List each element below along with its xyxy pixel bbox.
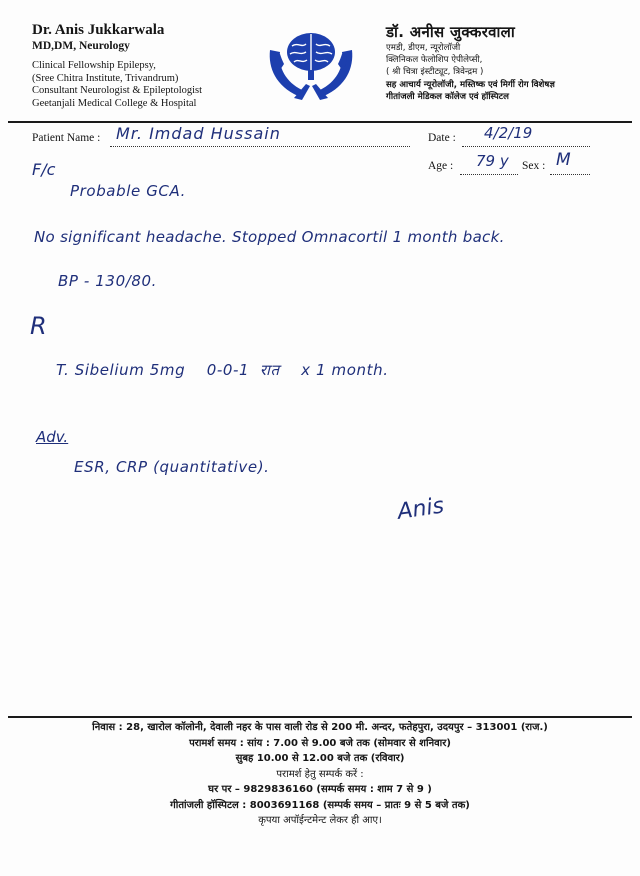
qualification-line: Consultant Neurologist & Epileptologist [32,85,203,96]
doctor-name-hindi: डॉ. अनीस जुक्करवाला [386,23,516,41]
qualification-line: Geetanjali Medical College & Hospital [32,97,197,109]
hindi-line: एमडी, डीएम, न्यूरोलॉजी [386,43,461,53]
hindi-line: क्लिनिकल फेलोशिप ऐपीलेप्सी, [386,55,483,66]
age-line [460,174,518,175]
footer-timing-sunday: सुबह 10.00 से 12.00 बजे तक (रविवार) [235,753,405,764]
sex-label: Sex : [522,160,546,172]
footer-divider [8,716,632,718]
advice-label: Adv. [36,428,69,446]
footer-address: निवास : 28, खारोल कॉलोनी, देवाली नहर के पास वाली रोड से 200 मी. अन्दर, फतेहपुरा, उदयपुर – 313001 (राज.) [92,722,548,733]
footer-appointment-note: कृपया अपॉईन्टमेन्ट लेकर ही आए। [258,815,382,826]
advice-note: ESR, CRP (quantitative). [74,458,270,476]
footer-contact-heading: परामर्श हेतु सम्पर्क करें : [276,768,364,780]
footer-timing: परामर्श समय : सांय : 7.00 से 9.00 बजे तक (सोमवार से शनिवार) [189,737,451,749]
follow-up-note: F/c [32,160,56,179]
doctor-info-english [32,22,262,110]
qualification-line: (Sree Chitra Institute, Trivandrum) [32,72,179,84]
header-divider [8,121,632,123]
bp-note: BP - 130/80. [58,272,158,290]
patient-name-line [110,146,410,147]
patient-name-value: Mr. Imdad Hussain [116,124,281,143]
doctor-degrees: MD,DM, Neurology [32,40,130,52]
doctor-signature: Anis [396,493,446,525]
doctor-name: Dr. Anis Jukkarwala [32,22,165,38]
hindi-line: गीतांजली मेडिकल कॉलेज एवं हॉस्पिटल [386,91,509,102]
brain-hands-logo [266,20,356,102]
age-value: 79 y [476,152,509,170]
hindi-line: सह आचार्य न्यूरोलॉजी, मस्तिष्क एवं मिर्गी रोग विशेषज्ञ [386,79,555,90]
date-label: Date : [428,132,456,144]
hindi-line: ( श्री चित्रा इंस्टीट्यूट, त्रिवेन्द्रम ) [386,67,484,78]
sex-line [550,174,590,175]
qualification-line: Clinical Fellowship Epilepsy, [32,60,156,71]
patient-name-label: Patient Name : [32,132,101,144]
doctor-info-hindi [386,22,636,103]
footer-contact [0,720,640,829]
diagnosis-note: Probable GCA. [70,182,186,200]
footer-home-phone: घर पर – 9829836160 (सम्पर्क समय : शाम 7 से 9 ) [208,784,432,795]
footer-hospital-phone: गीतांजली हॉस्पिटल : 8003691168 (सम्पर्क समय – प्रातः 9 से 5 बजे तक) [170,799,470,811]
history-note: No significant headache. Stopped Omnacortil 1 month back. [34,228,505,246]
date-value: 4/2/19 [484,124,533,142]
age-label: Age : [428,160,454,172]
rx-symbol: R [30,312,47,340]
date-line [462,146,590,147]
sex-value: M [556,150,571,170]
medication-note: T. Sibelium 5mg 0-0-1 रात x 1 month. [56,361,389,379]
